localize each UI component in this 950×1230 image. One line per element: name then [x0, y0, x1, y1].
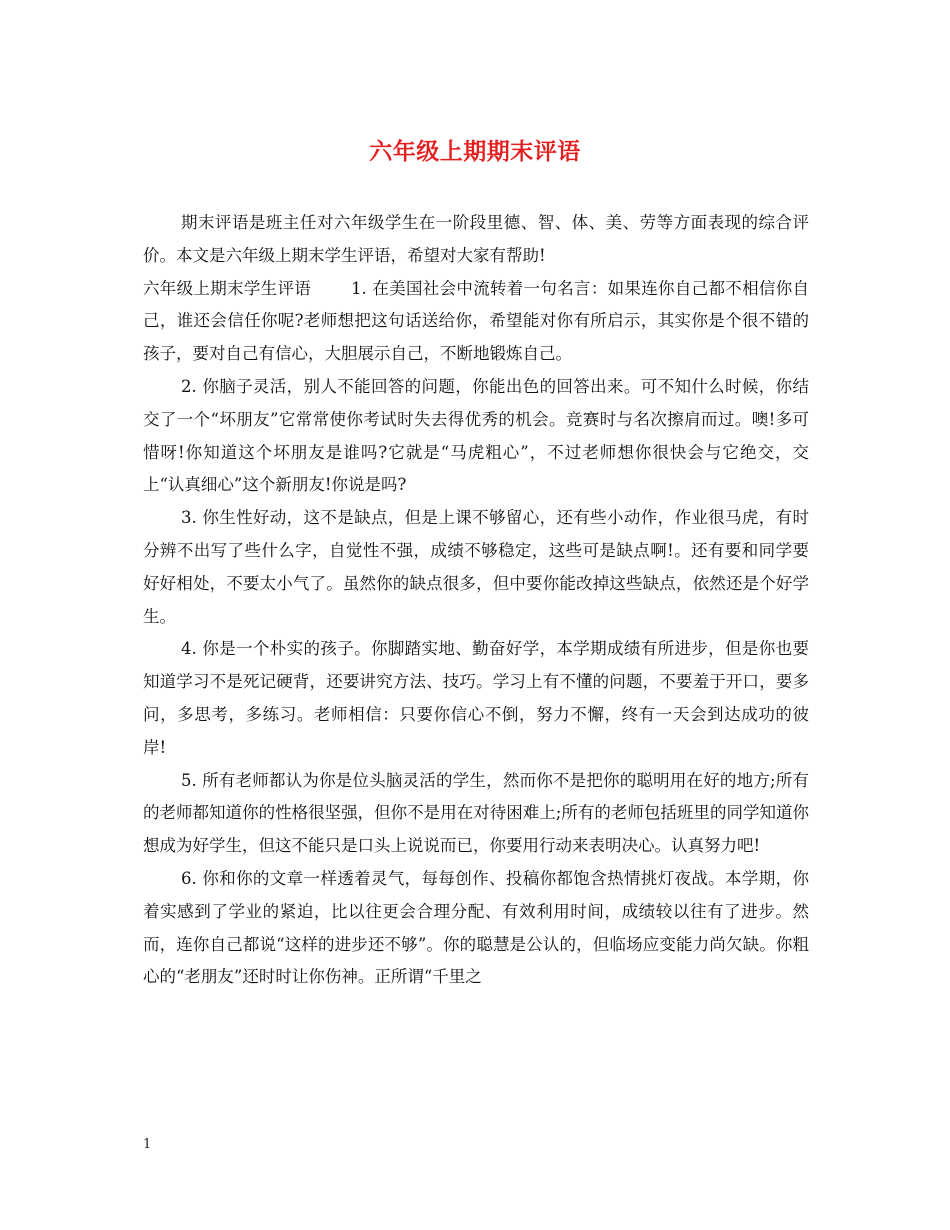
comment-2: 2. 你脑子灵活，别人不能回答的问题，你能出色的回答出来。可不知什么时候，你结交了一个“坏朋友”它常常使你考试时失去得优秀的机会。竞赛时与名次擦肩而过。噢!多可惜呀!你知道这个坏朋友是谁吗?它就是“马虎粗心”，不过老师想你很快会与它绝交，交上“认真细心”这个新朋友!你说是吗? [143, 376, 809, 495]
section-heading: 六年级上期末学生评语 [143, 278, 312, 298]
first-comment-paragraph [143, 273, 809, 371]
comment-1: 1. 在美国社会中流转着一句名言：如果连你自己都不相信你自己，谁还会信任你呢?老师想把这句话送给你，希望能对你有所启示，其实你是个很不错的孩子，要对自己有信心，大胆展示自己，不断地锻炼自己。 [143, 278, 809, 364]
comment-6: 6. 你和你的文章一样透着灵气，每每创作、投稿你都饱含热情挑灯夜战。本学期，你着实感到了学业的紧迫，比以往更会合理分配、有效利用时间，成绩较以往有了进步。然而，连你自己都说“这样的进步还不够”。你的聪慧是公认的，但临场应变能力尚欠缺。你粗心的“老朋友”还时时让你伤神。正所谓“千里之 [143, 868, 809, 987]
comment-4: 4. 你是一个朴实的孩子。你脚踏实地、勤奋好学，本学期成绩有所进步，但是你也要知道学习不是死记硬背，还要讲究方法、技巧。学习上有不懂的问题，不要羞于开口，要多问，多思考，多练习。老师相信：只要你信心不倒，努力不懈，终有一天会到达成功的彼岸! [143, 639, 809, 757]
page-number: 1 [143, 1137, 152, 1152]
document-title: 六年级上期期末评语 [369, 138, 581, 165]
comment-5: 5. 所有老师都认为你是位头脑灵活的学生，然而你不是把你的聪明用在好的地方;所有的老师都知道你的性格很坚强，但你不是用在对待困难上;所有的老师包括班里的同学知道你想成为好学生，但这不能只是口头上说说而已，你要用行动来表明决心。认真努力吧! [143, 770, 809, 856]
intro-paragraph: 期末评语是班主任对六年级学生在一阶段里德、智、体、美、劳等方面表现的综合评价。本文是六年级上期末学生评语，希望对大家有帮助! [143, 213, 809, 265]
comment-3: 3. 你生性好动，这不是缺点，但是上课不够留心，还有些小动作，作业很马虎，有时分辨不出写了些什么字，自觉性不强，成绩不够稳定，这些可是缺点啊!。还有要和同学要好好相处，不要太小气了。虽然你的缺点很多，但中要你能改掉这些缺点，依然还是个好学生。 [143, 508, 809, 626]
document-body [143, 207, 809, 994]
